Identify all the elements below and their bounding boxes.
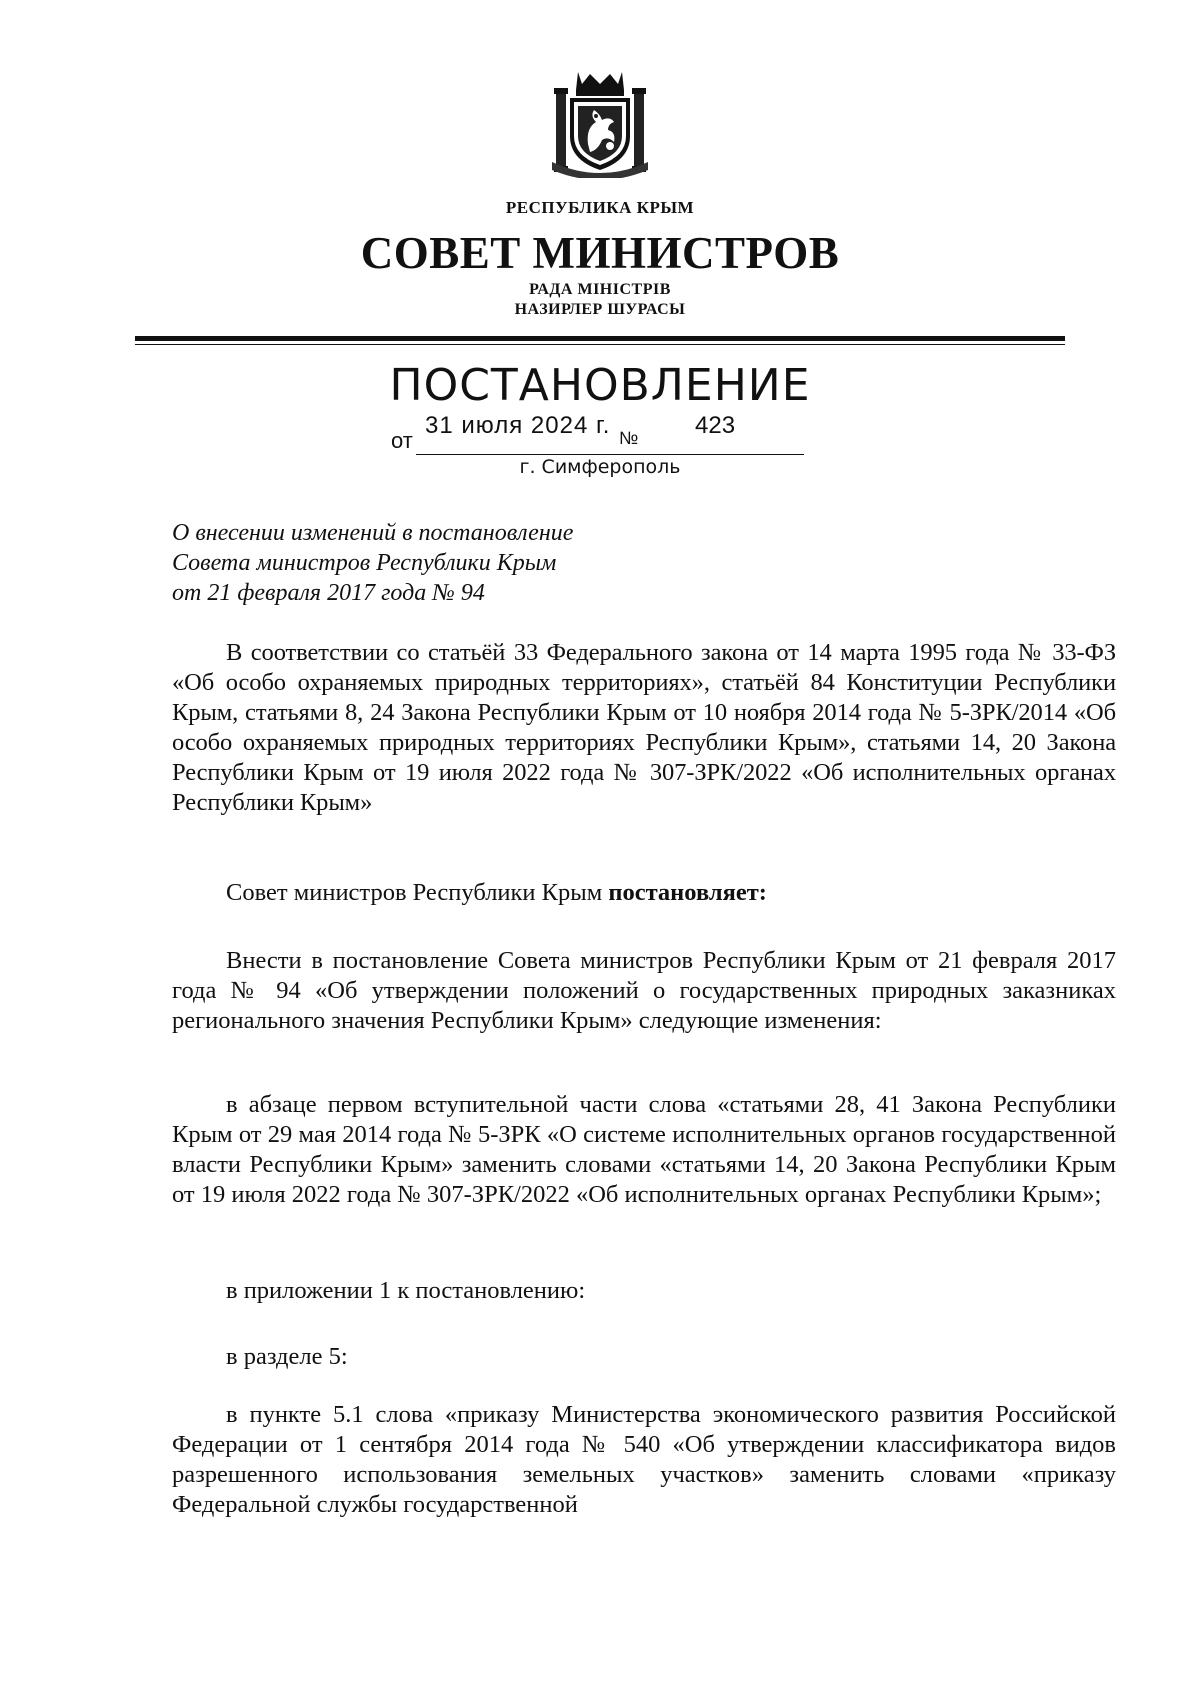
amendment-1-paragraph <box>172 1090 1116 1210</box>
document-type-title: ПОСТАНОВЛЕНИЕ <box>389 360 811 411</box>
header-divider-thick <box>135 336 1065 341</box>
clause-text: в пункте 5.1 слова «приказу Министерства экономического развития Российской Федерации от 1 сентября 2014 года № 540 «Об утверждении классификатора видов разрешенного использования земельных участков» заменить словами «приказу Федеральной службы государственной <box>172 1401 1116 1518</box>
document-subject <box>172 518 573 608</box>
document-date: 31 июля 2024 г. <box>425 412 611 439</box>
resolution-keyword: постановляет: <box>608 879 767 906</box>
appendix-text: в приложении 1 к постановлению: <box>226 1277 586 1304</box>
city-name: г. Симферополь <box>519 456 681 478</box>
amendment-intro-paragraph <box>172 946 1116 1036</box>
amendment-1-text: в абзаце первом вступительной части слова «статьями 28, 41 Закона Республики Крым от 29 мая 2014 года № 5-ЗРК «О системе исполнительных органов государственной власти Республики Крым» заменить словами «статьями 14, 20 Закона Республики Крым от 19 июля 2022 года № 307-ЗРК/2022 «Об исполнительных органах Республики Крым»; <box>172 1091 1116 1208</box>
clause-paragraph <box>172 1400 1116 1520</box>
council-title-crimean-tatar: НАЗИРЛЕР ШУРАСЫ <box>514 301 686 318</box>
document-number: 423 <box>695 412 736 439</box>
number-label: № <box>619 428 639 448</box>
resolution-paragraph <box>172 878 1116 908</box>
council-title-ukrainian: РАДА МІНІСТРІВ <box>529 281 671 298</box>
date-underline <box>416 454 804 455</box>
amendment-intro-text: Внести в постановление Совета министров Республики Крым от 21 февраля 2017 года № 94 «Об утверждении положений о государственных природных заказниках регионального значения Республики Крым» следующие изменения: <box>172 947 1116 1034</box>
section-paragraph <box>172 1342 1116 1372</box>
from-label: от <box>391 428 413 453</box>
header-divider-thin <box>135 344 1065 345</box>
appendix-paragraph <box>172 1276 1116 1306</box>
section-text: в разделе 5: <box>226 1343 348 1370</box>
preamble-paragraph <box>172 638 1116 818</box>
republic-name: РЕСПУБЛИКА КРЫМ <box>505 198 695 217</box>
preamble-text: В соответствии со статьёй 33 Федерального закона от 14 марта 1995 года № 33-ФЗ «Об особо охраняемых природных территориях», статьёй 84 Конституции Республики Крым, статьями 8, 24 Закона Республики Крым от 10 ноября 2014 года № 5-ЗРК/2014 «Об особо охраняемых природных территориях Республики Крым», статьями 14, 20 Закона Республики Крым от 19 июля 2022 года № 307-ЗРК/2022 «Об исполнительных органах Республики Крым» <box>172 639 1116 816</box>
subject-line-3: от 21 февраля 2017 года № 94 <box>172 580 485 606</box>
crimea-coat-of-arms-icon <box>544 66 656 178</box>
resolution-text: Совет министров Республики Крым <box>226 879 609 906</box>
date-number-row <box>0 414 1200 454</box>
subject-line-2: Совета министров Республики Крым <box>172 550 557 576</box>
subject-line-1: О внесении изменений в постановление <box>172 520 574 546</box>
council-title: СОВЕТ МИНИСТРОВ <box>360 228 840 278</box>
